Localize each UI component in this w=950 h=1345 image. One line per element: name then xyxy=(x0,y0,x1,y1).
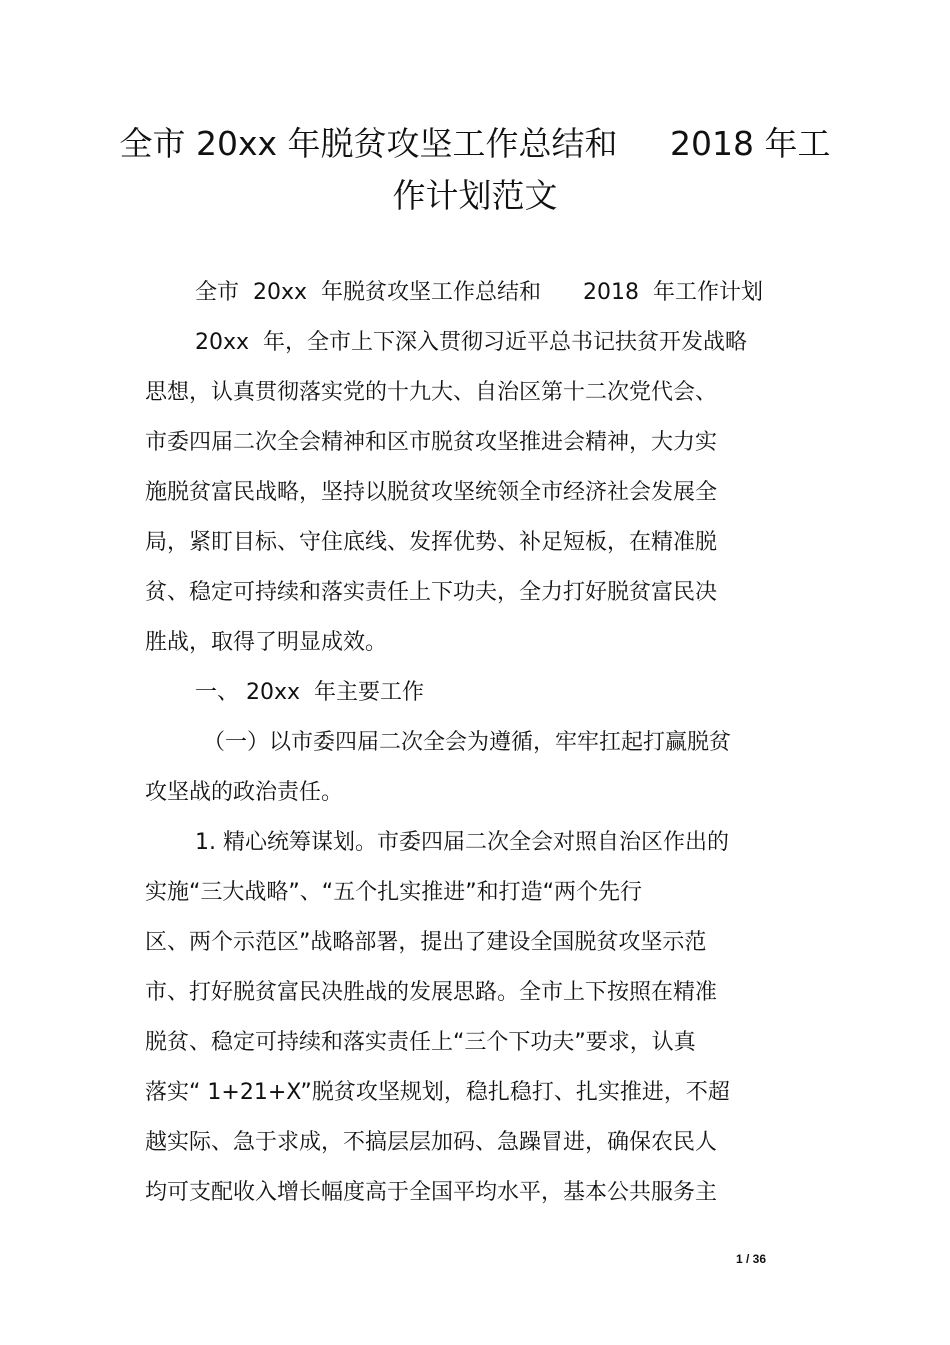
document-body xyxy=(145,268,765,1218)
paragraph-line: 贫、稳定可持续和落实责任上下功夫，全力打好脱贫富民决 xyxy=(145,580,718,605)
subtitle-line: 全市 20xx 年脱贫攻坚工作总结和 2018 年工作计划 xyxy=(195,280,763,305)
paragraph-line: 施脱贫富民战略，坚持以脱贫攻坚统领全市经济社会发展全 xyxy=(145,480,718,505)
paragraph-line: 市、打好脱贫富民决胜战的发展思路。全市上下按照在精准 xyxy=(145,980,718,1005)
subsection-heading: （一）以市委四届二次全会为遵循，牢牢扛起打赢脱贫 xyxy=(203,730,732,755)
paragraph-line: 脱贫、稳定可持续和落实责任上“三个下功夫”要求，认真 xyxy=(145,1030,696,1055)
subsection-heading-cont: 攻坚战的政治责任。 xyxy=(145,780,344,805)
paragraph-line: 落实“ 1+21+X”脱贫攻坚规划，稳扎稳打、扎实推进，不超 xyxy=(145,1080,730,1105)
paragraph-line: 1. 精心统筹谋划。市委四届二次全会对照自治区作出的 xyxy=(195,830,729,855)
paragraph-line: 思想，认真贯彻落实党的十九大、自治区第十二次党代会、 xyxy=(145,380,718,405)
paragraph-line: 20xx 年，全市上下深入贯彻习近平总书记扶贫开发战略 xyxy=(195,330,748,355)
document-title xyxy=(0,118,950,222)
section-heading: 一、 20xx 年主要工作 xyxy=(195,680,425,705)
paragraph-line: 越实际、急于求成，不搞层层加码、急躁冒进，确保农民人 xyxy=(145,1130,718,1155)
title-line-2: 作计划范文 xyxy=(392,176,558,215)
page-number: 1 / 36 xyxy=(736,1252,767,1266)
paragraph-line: 局，紧盯目标、守住底线、发挥优势、补足短板，在精准脱 xyxy=(145,530,718,555)
paragraph-line: 区、两个示范区”战略部署，提出了建设全国脱贫攻坚示范 xyxy=(145,930,707,955)
paragraph-line: 胜战，取得了明显成效。 xyxy=(145,630,388,655)
title-line-1: 全市 20xx 年脱贫攻坚工作总结和 2018 年工 xyxy=(119,124,831,163)
paragraph-line: 市委四届二次全会精神和区市脱贫攻坚推进会精神，大力实 xyxy=(145,430,718,455)
paragraph-line: 实施“三大战略”、“五个扎实推进”和打造“两个先行 xyxy=(145,880,642,905)
paragraph-line: 均可支配收入增长幅度高于全国平均水平，基本公共服务主 xyxy=(145,1180,718,1205)
